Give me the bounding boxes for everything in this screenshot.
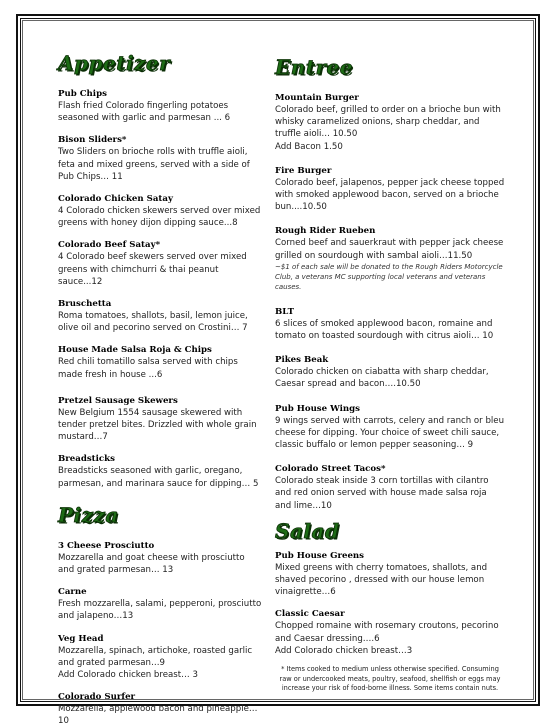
menu-item-addon: Add Colorado chicken breast…3 [275,645,413,656]
menu-item [275,165,505,214]
menu-item-description: Flash fried Colorado fingerling potatoes seasoned with garlic and parmesan ... 6 [58,101,231,124]
menu-item-description: Mozzarella, applewood bacon and pineapple…10 [58,704,258,727]
menu-item-name: Colorado Beef Satay* [58,240,161,251]
menu-item-name: Breadsticks [58,454,115,465]
menu-item-description: Roma tomatoes, shallots, basil, lemon juice, olive oil and pecorino served on Crostini… 7 [58,311,248,334]
menu-item-description: Colorado beef, jalapenos, pepper jack cheese topped with smoked applewood bacon, served on a brioche bun....10.50 [275,177,505,213]
menu-item-description: Mozzarella, spinach, artichoke, roasted garlic and grated parmesan…9 [58,645,253,668]
menu-item-description: 9 wings served with carrots, celery and ranch or bleu cheese for dipping. Your choice of sweet chili sauce, classic buffalo or lemon pepper seasoning… 9 [275,415,505,451]
entree-heading: Entree [275,55,354,79]
menu-item-description: Chopped romaine with rosemary croutons, pecorino and Caesar dressing….6 [275,621,499,644]
menu-item-name: Bruschetta [58,299,112,310]
menu-item [275,92,505,153]
menu-item [275,225,505,291]
pizza-list [58,540,263,728]
appetizer-list [58,88,263,490]
right-column [275,56,505,694]
menu-item-name: Classic Caesar [275,609,345,620]
menu-item [58,88,263,124]
menu-item [58,691,263,727]
menu-item-addon: Add Colorado chicken breast… 3 [58,670,198,681]
menu-item-name: Pub House Wings [275,403,360,414]
menu-item-description: New Belgium 1554 sausage skewered with tender pretzel bites. Drizzled with whole grain mustard…7 [58,407,257,443]
menu-item-name: Colorado Chicken Satay [58,194,173,205]
appetizer-heading: Appetizer [58,51,171,75]
menu-item [58,344,263,380]
menu-item-description: Colorado chicken on ciabatta with sharp cheddar, Caesar spread and bacon….10.50 [275,367,489,390]
allergy-disclaimer: * Items cooked to medium unless otherwise specified. Consuming raw or undercooked meats, poultry, seafood, shellfish or eggs may increase your risk of food-borne illness. Some items contain nuts. [279,665,501,693]
menu-item-description: Breadsticks seasoned with garlic, oregano, parmesan, and marinara sauce for dipping… 5 [58,466,259,489]
menu-item [58,633,263,682]
menu-item-name: Pub House Greens [275,550,364,561]
menu-item-description: Colorado steak inside 3 corn tortillas with cilantro and red onion served with house made salsa roja and lime…10 [275,476,489,511]
menu-item-description: Two Sliders on brioche rolls with truffle aioli, feta and mixed greens, served with a side of Pub Chips… 11 [58,147,250,182]
menu-item-description: 4 Colorado beef skewers served over mixed greens with chimchurri & thai peanut sauce...12 [58,252,247,287]
menu-item-addon: Add Bacon 1.50 [275,141,343,152]
pizza-heading: Pizza [58,502,119,527]
menu-item [58,586,263,622]
left-column [58,52,263,728]
menu-item [58,395,263,444]
menu-item-name: Pub Chips [58,89,107,99]
menu-item [58,540,263,576]
menu-item [58,453,263,489]
menu-item-description: Mozzarella and goat cheese with prosciutto and grated parmesan… 13 [58,552,245,576]
menu-item-name: Colorado Street Tacos* [275,464,386,475]
menu-item [58,298,263,334]
menu-item-name: Bison Sliders* [58,135,127,146]
menu-item-name: House Made Salsa Roja & Chips [58,345,212,356]
menu-item-description: Red chili tomatillo salsa served with chips made fresh in house ...6 [58,357,238,380]
menu-item-description: 6 slices of smoked applewood bacon, romaine and tomato on toasted sourdough with citrus aioli… 10 [275,318,494,342]
menu-item-charity-note: ~$1 of each sale will be donated to the Rough Riders Motorcycle Club, a veterans MC supporting local veterans and veterans causes. [275,262,503,291]
menu-item-description: Colorado beef, grilled to order on a brioche bun with whisky caramelized onions, sharp cheddar, and truffle aioli… 10.50 [275,105,501,140]
menu-item [275,306,505,342]
menu-item-name: Pikes Beak [275,355,329,366]
menu-item-name: Carne [58,587,87,598]
menu-item-description: Fresh mozzarella, salami, pepperoni, prosciutto and jalapeno…13 [58,599,262,622]
menu-item-description: Corned beef and sauerkraut with pepper jack cheese grilled on sourdough with sambal aioli…11.50 [275,238,504,261]
salad-list [275,550,505,657]
menu-item [58,134,263,183]
menu-item [275,403,505,452]
menu-item-name: Fire Burger [275,165,332,176]
menu-item-description: Mixed greens with cherry tomatoes, shallots, and shaved pecorino , dressed with our house lemon vinaigrette…6 [275,562,488,598]
menu-item-name: 3 Cheese Prosciutto [58,540,155,551]
menu-item [275,608,505,657]
entree-list [275,92,505,512]
menu-item [58,239,263,288]
menu-item-name: BLT [275,306,294,317]
menu-item-name: Veg Head [58,633,104,644]
menu-item-name: Rough Rider Rueben [275,226,376,237]
menu-item-name: Mountain Burger [275,93,359,103]
menu-item [275,550,505,599]
menu-item-name: Pretzel Sausage Skewers [58,395,178,406]
menu-item-description: 4 Colorado chicken skewers served over mixed greens with honey dijon dipping sauce...8 [58,206,261,229]
menu-item-name: Colorado Surfer [58,692,136,703]
menu-item [275,354,505,390]
salad-heading: Salad [275,518,340,543]
menu-item [58,193,263,229]
menu-item [275,463,505,512]
